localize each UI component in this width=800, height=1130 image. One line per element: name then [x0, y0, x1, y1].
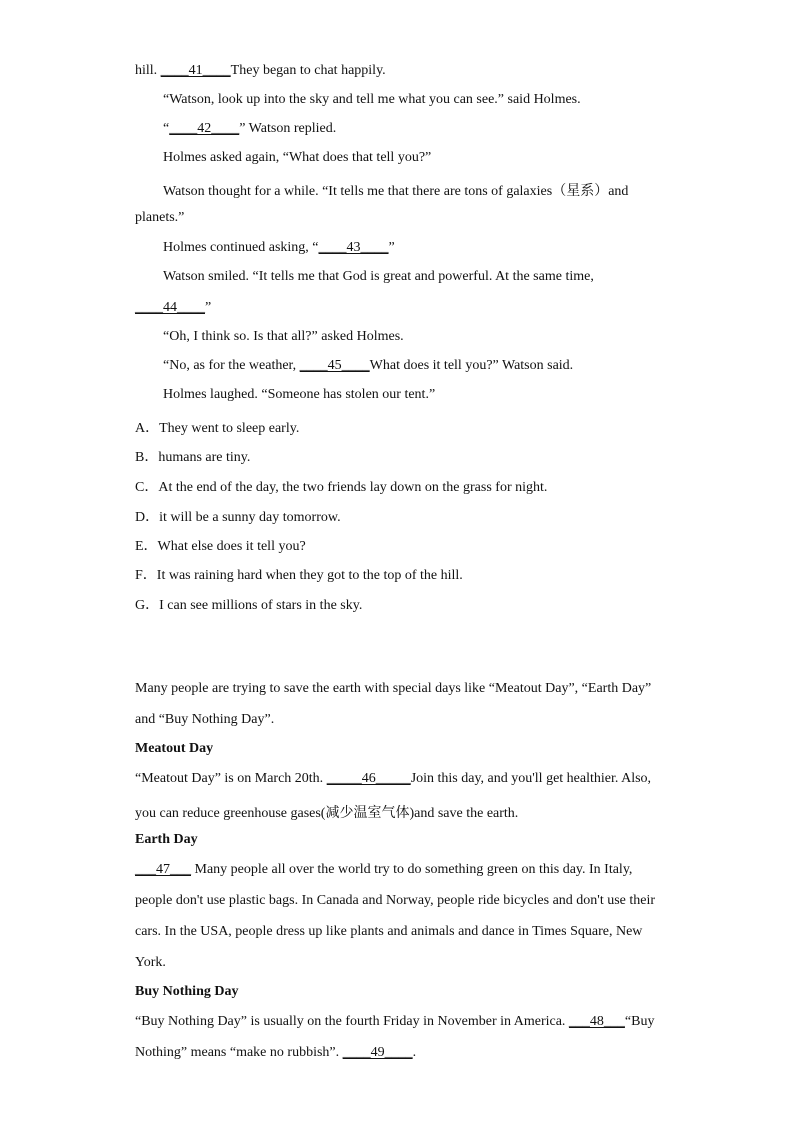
meatout-line-2: you can reduce greenhouse gases(减少温室气体)and save the earth.	[135, 806, 519, 821]
meatout-line-1	[135, 771, 651, 787]
text: ”	[205, 300, 212, 315]
story-line-1	[135, 63, 386, 79]
answer-blank-48: ___48___	[568, 1014, 625, 1029]
intro-line-1: Many people are trying to save the earth with special days like “Meatout Day”, “Earth Day”	[135, 681, 652, 696]
earth-line-3: cars. In the USA, people dress up like plants and animals and dance in Times Square, New	[135, 924, 643, 939]
heading-buy-nothing-day: Buy Nothing Day	[135, 984, 239, 999]
story-line-8: Watson smiled. “It tells me that God is great and powerful. At the same time,	[163, 269, 594, 284]
option-d: D．it will be a sunny day tomorrow.	[135, 510, 341, 525]
earth-line-4: York.	[135, 955, 166, 970]
answer-blank-46: _____46_____	[326, 771, 411, 786]
answer-blank-44: ____44____	[135, 300, 205, 315]
intro-line-2: and “Buy Nothing Day”.	[135, 712, 275, 727]
answer-blank-43: ____43____	[318, 240, 389, 255]
buy-line-1	[135, 1014, 654, 1030]
text: .	[412, 1045, 417, 1060]
text: What does it tell you?” Watson said.	[369, 358, 574, 373]
story-line-9	[135, 300, 211, 316]
text: “Meatout Day” is on March 20th.	[135, 771, 327, 786]
text: “No, as for the weather,	[163, 358, 300, 373]
story-line-5: Watson thought for a while. “It tells me that there are tons of galaxies（星系）and	[163, 184, 629, 199]
text: Many people all over the world try to do something green on this day. In Italy,	[191, 862, 633, 877]
earth-line-1	[135, 862, 632, 878]
text: “Buy	[624, 1014, 655, 1029]
text: Join this day, and you'll get healthier. Also,	[410, 771, 652, 786]
option-f: F．It was raining hard when they got to the top of the hill.	[135, 568, 463, 583]
story-line-10: “Oh, I think so. Is that all?” asked Holmes.	[163, 329, 404, 344]
story-line-11	[163, 358, 573, 374]
text: ”	[388, 240, 395, 255]
option-c: C．At the end of the day, the two friends lay down on the grass for night.	[135, 480, 548, 495]
text: Holmes continued asking, “	[163, 240, 319, 255]
text: hill.	[135, 63, 161, 78]
answer-blank-47: ___47___	[135, 862, 191, 877]
earth-line-2: people don't use plastic bags. In Canada and Norway, people ride bicycles and don't use their	[135, 893, 656, 908]
text: “Buy Nothing Day” is usually on the fourth Friday in November in America.	[135, 1014, 569, 1029]
heading-meatout-day: Meatout Day	[135, 741, 214, 756]
text: Nothing” means “make no rubbish”.	[135, 1045, 343, 1060]
buy-line-2	[135, 1045, 416, 1061]
answer-blank-42: ____42____	[169, 121, 240, 136]
text: They began to chat happily.	[230, 63, 386, 78]
story-line-12: Holmes laughed. “Someone has stolen our tent.”	[163, 387, 436, 402]
text: “	[163, 121, 170, 136]
answer-blank-45: ____45____	[299, 358, 370, 373]
story-line-4: Holmes asked again, “What does that tell you?”	[163, 150, 432, 165]
story-line-2: “Watson, look up into the sky and tell me what you can see.” said Holmes.	[163, 92, 581, 107]
option-b: B．humans are tiny.	[135, 450, 251, 465]
option-e: E．What else does it tell you?	[135, 539, 306, 554]
story-line-7	[163, 240, 395, 256]
heading-earth-day: Earth Day	[135, 832, 198, 847]
text: ” Watson replied.	[239, 121, 337, 136]
story-line-3	[163, 121, 336, 137]
story-line-6: planets.”	[135, 210, 185, 225]
option-g: G．I can see millions of stars in the sky.	[135, 598, 363, 613]
answer-blank-41: ____41____	[160, 63, 231, 78]
answer-blank-49: ____49____	[342, 1045, 413, 1060]
option-a: A．They went to sleep early.	[135, 421, 300, 436]
